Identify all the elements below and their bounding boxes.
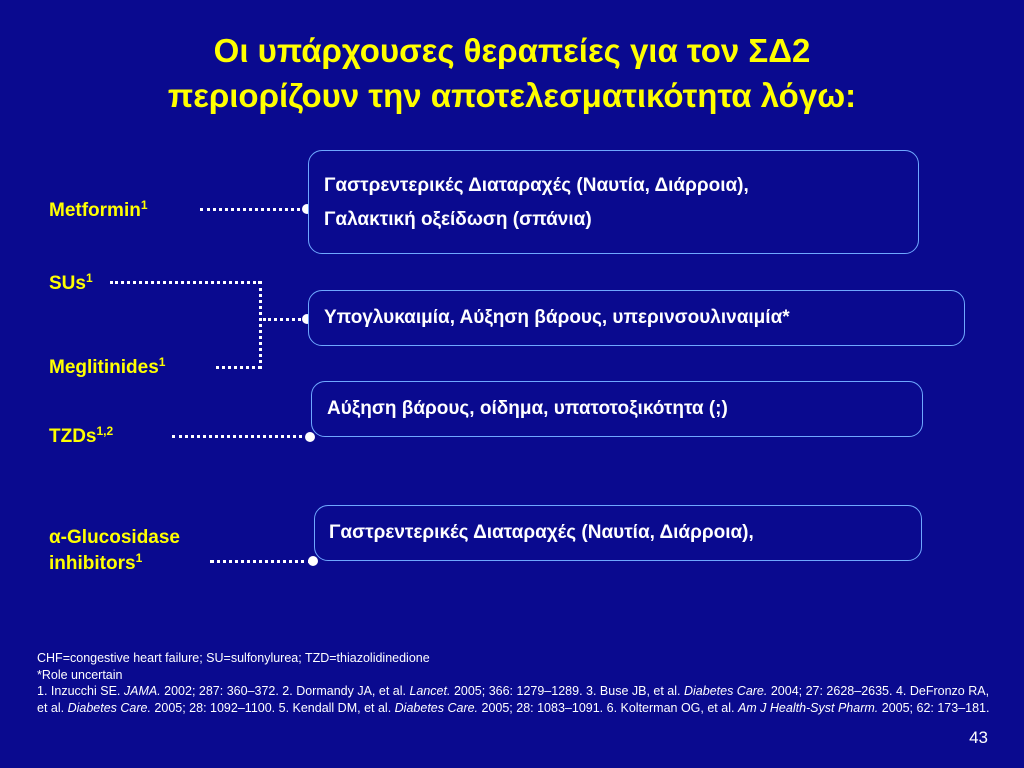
footnotes xyxy=(37,650,997,716)
effect-agi-text: Γαστρεντερικές Διαταραχές (Ναυτία, Διάρροια), xyxy=(329,522,754,543)
drug-agi-line-2 xyxy=(49,551,180,577)
drug-agi-line-1: α-Glucosidase xyxy=(49,527,180,548)
effect-box-metformin xyxy=(308,150,919,254)
drug-alpha-glucosidase-inhibitors xyxy=(49,525,180,577)
effect-box-tzds xyxy=(311,381,923,437)
reference-text: 2004; 27: 2628–2635. 4. DeFronzo RA, et al. xyxy=(37,684,990,715)
connector-metformin xyxy=(200,208,306,211)
slide-title xyxy=(0,28,1024,118)
footnote-role-uncertain: *Role uncertain xyxy=(37,667,123,682)
connector-bracket xyxy=(259,281,262,369)
drug-agi-name: inhibitors xyxy=(49,553,136,574)
effect-box-agi xyxy=(314,505,922,561)
drug-sus xyxy=(49,272,93,296)
reference-journal: Diabetes Care. xyxy=(394,700,479,715)
effect-tzds-text: Αύξηση βάρους, οίδημα, υπατοτοξικότητα (;) xyxy=(327,398,728,419)
connector-dot-tzds xyxy=(305,432,315,442)
footnote-references xyxy=(37,683,997,716)
connector-agi xyxy=(210,560,312,563)
connector-dot-agi xyxy=(308,556,318,566)
drug-agi-ref: 1 xyxy=(135,551,143,565)
drug-sus-ref: 1 xyxy=(85,271,93,285)
reference-journal: Diabetes Care. xyxy=(683,684,768,698)
drug-metformin-name: Metformin xyxy=(49,200,141,221)
reference-text: 2005; 28: 1092–1100. 5. Kendall DM, et al. xyxy=(150,700,395,715)
effect-metformin-line-2: Γαλακτική οξείδωση (σπάνια) xyxy=(324,209,592,230)
connector-sus xyxy=(110,281,261,284)
drug-tzds-ref: 1,2 xyxy=(96,424,114,438)
effect-box-sus-meglitinides xyxy=(308,290,965,346)
connector-bracket-out xyxy=(263,318,307,321)
drug-sus-name: SUs xyxy=(49,273,86,294)
drug-meglitinides-ref: 1 xyxy=(158,355,166,369)
reference-text: 2005; 28: 1083–1091. 6. Kolterman OG, et al. xyxy=(478,700,738,715)
drug-metformin xyxy=(49,199,148,223)
reference-journal: Lancet. xyxy=(409,684,451,698)
effect-sus-meglitinides-text: Υπογλυκαιμία, Αύξηση βάρους, υπερινσουλιναιμία* xyxy=(324,307,790,328)
title-line-2: περιορίζουν την αποτελεσματικότητα λόγω: xyxy=(167,77,857,114)
drug-meglitinides xyxy=(49,356,165,380)
reference-journal: JAMA. xyxy=(123,684,161,698)
page-number: 43 xyxy=(969,728,988,747)
reference-journal: Diabetes Care. xyxy=(67,700,151,715)
footnote-abbreviations: CHF=congestive heart failure; SU=sulfonylurea; TZD=thiazolidinedione xyxy=(37,651,430,665)
reference-text: 1. Inzucchi SE. xyxy=(37,684,124,698)
reference-text: 2005; 366: 1279–1289. 3. Buse JB, et al. xyxy=(450,684,684,698)
drug-tzds xyxy=(49,425,113,449)
reference-text: 2002; 287: 360–372. 2. Dormandy JA, et al. xyxy=(160,684,410,698)
drug-tzds-name: TZDs xyxy=(49,426,97,447)
reference-journal: Am J Health-Syst Pharm. xyxy=(737,700,879,715)
connector-tzds xyxy=(172,435,309,438)
drug-metformin-ref: 1 xyxy=(140,198,148,212)
effect-metformin-line-1: Γαστρεντερικές Διαταραχές (Ναυτία, Διάρροια), xyxy=(324,175,749,196)
drug-meglitinides-name: Meglitinides xyxy=(49,357,159,378)
title-line-1: Οι υπάρχουσες θεραπείες για τον ΣΔ2 xyxy=(213,32,811,69)
reference-text: 2005; 62: 173–181. xyxy=(878,700,990,715)
connector-meglitinides xyxy=(216,366,261,369)
